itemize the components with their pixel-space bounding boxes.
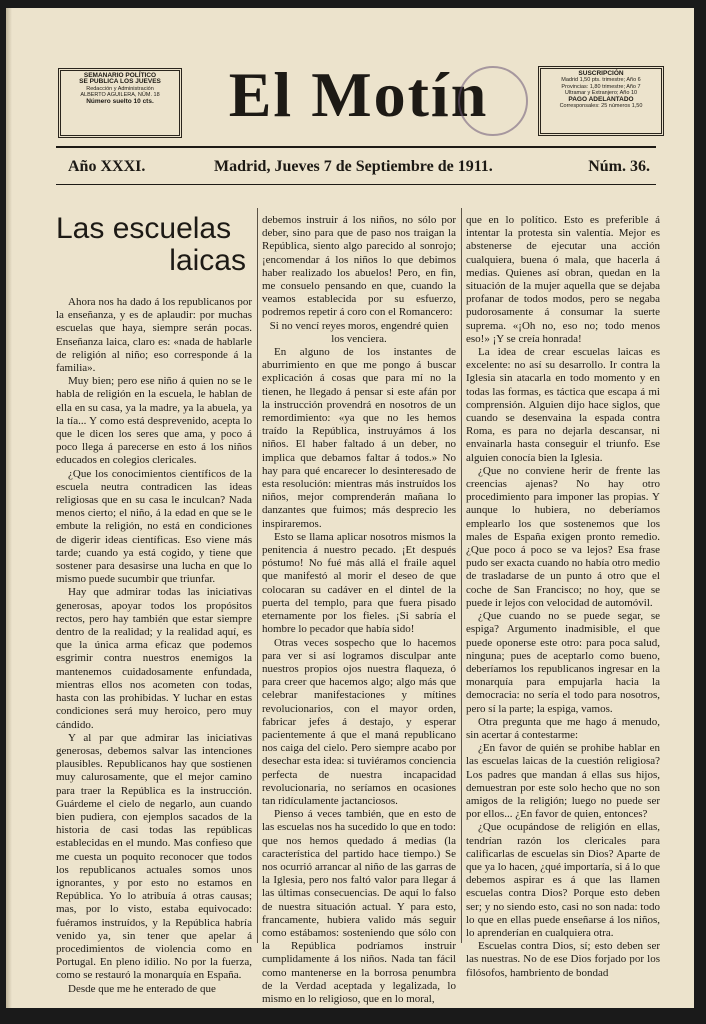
paragraph: Muy bien; pero ese niño á quien no se le habla de religión en la escuela, le hablan de ella en su casa, ya la madre, ya la abuela, ya la tía... Y como está desprevenido, acepta lo que le dicen los seres que ama, y poco á poco llega á parecerse en esto á los niños educados en colegios clericales. bbox=[56, 375, 252, 467]
column-divider bbox=[461, 208, 462, 943]
paragraph: debemos instruir á los niños, no sólo por deber, sino para que de paso nos traigan la República, siento algo parecido al sonrojo; ¡encomendar á los niños lo que debimos haber realizado los abuelos! Pero, en fin, me consuelo pensando en que, cuando la veamos establecida por su esfuerzo, podremos repetir á coro con el Romancero: bbox=[262, 214, 456, 319]
paragraph: ¿En favor de quién se prohibe hablar en las escuelas laicas de la cuestión religiosa? Los padres que mandan á ellas sus hijos, demuestran por este solo hecho que no son amigos de la religión; luego no puede ser por ellos... ¿En favor de quien, entonces? bbox=[466, 742, 660, 821]
place-date: Madrid, Jueves 7 de Septiembre de 1911. bbox=[214, 158, 493, 175]
text-column-3 bbox=[466, 214, 660, 980]
subscription-box bbox=[538, 66, 664, 136]
box-line: ALBERTO AGUILERA, NÚM. 18 bbox=[80, 92, 160, 99]
paragraph: La idea de crear escuelas laicas es excelente: no así su desarrollo. Ir contra la Iglesia sin atacarla en todo momento y en todas las formas, es táctica que escapa á mi comprensión. Alguien dijo hace siglos, que cuando se desenvaina la espada contra Roma, es para no dejarla descansar, ni envainarla hasta conseguir el triunfo. Ese alguien conocía bien la Iglesia. bbox=[466, 346, 660, 464]
publication-info-box bbox=[58, 68, 182, 138]
paragraph: ¿Que los conocimientos científicos de la escuela neutra contradicen las ideas religiosas que en su casa le inculcan? Nada menos cierto; el niño, á la edad en que se le embute la religión, no está en condiciones de digerir ideas científicas. Eso viene más tarde; cuando ya está cogido, y tiene que sostener para desasirse una lucha en que lo mismo puede sucumbir que triunfar. bbox=[56, 467, 252, 586]
paragraph: Otra pregunta que me hago á menudo, sin acertar á contestarme: bbox=[466, 715, 660, 741]
paragraph: Desde que me he enterado de que bbox=[68, 982, 216, 995]
library-stamp bbox=[458, 66, 528, 136]
article-title-line: Las escuelas bbox=[56, 212, 232, 245]
paragraph: Ahora nos ha dado á los republicanos por la enseñanza, y es de aplaudir: por muchas escuelas que haya, siempre serán pocas. Enseñanza laica, claro es: «nada de hablarle de religión al niño; eso corresponde á la familia». bbox=[56, 296, 252, 375]
text-column-2 bbox=[262, 214, 456, 1006]
verse-quote: Si no vencí reyes moros, engendré quien los venciera. bbox=[269, 319, 449, 345]
box-line: Ultramar y Extranjero; Año 10 bbox=[564, 90, 638, 97]
paragraph: Y al par que admirar las iniciativas generosas, debemos salvar las intenciones plausibles. Republicanos hay que sostienen muy calurosamente, que el mejor camino para traer la República es la instrucción. Guárdeme el cielo de negarlo, aun cuando bien pudiera, con ejemplos sacados de la historia de casi todas las repúblicas establecidas en el mundo. Mas confieso que me cuesta un poquito reconocer que todos los republicanos actuales somos unos ignorantes, y por esto no estamos en República. Yo lo atribuía á otras causas; mas, por lo visto, estaba equivocado: fuéramos instruídos, y la República habría venido ya, sin tener que apelar á procedimientos de violencia como en Portugal. En pleno idilio. No por la fuerza, como se restauró la monarquía en España. bbox=[56, 731, 252, 982]
paragraph: ¿Que no conviene herir de frente las creencias ajenas? No hay otro procedimiento para imponer las propias. Y aunque lo hubiera, no deberíamos emplearlo los que sostenemos que los males de España exigen pronto remedio. ¿Que poco á poco se va lejos? Esa frase pudo ser exacta cuando no había otro medio de trasladarse de un punto á otro que el coche de San Francisco; no hoy, que se puede ir lejos con velocidad de automóvil. bbox=[466, 464, 660, 609]
header-rule-top bbox=[56, 146, 656, 148]
article-title-line: laicas bbox=[169, 244, 246, 277]
paragraph: que en lo político. Esto es preferible á intentar la protesta sin valentía. Mejor es abstenerse de ejecutar una acción cualquiera, buena ó mala, que hacerla á medias. Quienes así obran, quedan en la situación de la mujer aquella que se dejaba profanar de todos modos, pero se negaba pudorosamente á consumar la suerte suprema. «¡Oh no, eso no; todo menos eso!» ¡Y se creía honrada! bbox=[466, 214, 660, 345]
paragraph: Esto se llama aplicar nosotros mismos la penitencia á nuestro pecado. ¡Et después póstumo! No fué más allá el fraile aquel que manifestó al morir el deseo de que colocaran su cadáver en el dintel de la puerta del templo, para que fuera pisado eternamente por los fieles. ¡Si sabría el hombre lo pecador que había sido! bbox=[262, 530, 456, 636]
box-line: PAGO ADELANTADO bbox=[568, 95, 634, 103]
paragraph: Escuelas contra Dios, sí; esto deben ser las nuestras. No de ese Dios forjado por los filósofos, hambriento de bondad bbox=[466, 940, 660, 979]
paragraph: Hay que admirar todas las iniciativas generosas, apoyar todos los propósitos rectos, pero hay también que estar siempre dentro de la realidad; y la realidad aquí, es que la única arma eficaz que podemos esgrimir contra nuestros enemigos la mantenemos cuidadosamente enfundada, mientras ellos nos acometen con todas, hasta con las prohibidas. Y luchar en estas condiciones será muy heroico, pero muy cándido. bbox=[56, 586, 252, 731]
box-line: Provincias: 1,80 trimestre; Año 7 bbox=[561, 83, 641, 90]
paragraph: Otras veces sospecho que lo hacemos para ver si así logramos disculpar ante nuestros propios ojos nuestra flaqueza, ó para creer que hacemos algo; algo más que celebrar manifestaciones y mítines revolucionarios, con el mayor orden, fabricar jefes á destajo, y esperar pacientemente á que el maná republicano nos caiga del cielo. Pero siempre acabo por desechar esta idea: si tuviéramos conciencia perfecta de nuestra incapacidad revolucionaria, no seríamos en ocasiones tan ridículamente jactanciosos. bbox=[262, 636, 456, 807]
paragraph: Pienso á veces también, que en esto de las escuelas nos ha sucedido lo que en todo: que nos hemos quedado á medias (la característica del partido hace tiempo.) Se nos ocurrió arrancar al niño de las garras de la Iglesia, pero nos faltó valor para llegar á las últimas consecuencias. De aquí lo falso de nuestra situación actual. Y para esto, francamente, hubiera valido más seguir como estábamos: sosteniendo que sólo con la República podríamos instruir cumplidamente á los niños. Nada tan fácil como mantenerse en la borrosa penumbra de la Verdad aceptada y legalizada, lo mismo en lo religioso, que en lo moral, bbox=[262, 808, 456, 1005]
box-line: SEMANARIO POLÍTICO bbox=[83, 72, 157, 79]
year-label: Año XXXI. bbox=[68, 158, 146, 175]
binding-shadow bbox=[6, 8, 12, 1008]
issue-number: Núm. 36. bbox=[588, 158, 650, 175]
box-line: SE PUBLICA LOS JUEVES bbox=[79, 78, 161, 86]
header-rule-bottom bbox=[56, 184, 656, 185]
paragraph: En alguno de los instantes de aburrimiento en que me pongo á buscar explicación á cosas que para mí no la tienen, he llegado á pensar si este afán por la instrucción provendrá en nosotros de un remordimiento: «ya que no les hemos traído la República, instruyámos á los niños. El haber faltado á un deber, no implica que debamos faltar á todos.» No hay para qué encarecer lo desinteresado de esta resolución: mientras más instruídos los niños, mejor comprenderán mañana lo danzantes que fuimos; más desprecio les inspiraremos. bbox=[262, 346, 456, 530]
box-line: Corresponsales: 25 números 1,50 bbox=[559, 103, 643, 110]
masthead-title: El Motín bbox=[228, 59, 489, 130]
newspaper-page bbox=[6, 8, 694, 1008]
box-line: Redacción y Administración bbox=[86, 85, 154, 92]
text-column-1 bbox=[56, 296, 252, 996]
paragraph: ¿Que cuando no se puede segar, se espiga? Argumento inadmisible, el que puede oponerse este otro: para poca salud, ninguna; pues de aceptarlo como bueno, deberíamos los republicanos ingresar en la monarquía para empujarla hacia la democracia: no sería el todo para nosotros, pero sí la parte; la espiga, vamos. bbox=[466, 610, 660, 715]
box-line: Número suelto 10 cts. bbox=[86, 97, 154, 105]
box-line: SUSCRIPCIÓN bbox=[578, 70, 624, 77]
paragraph: ¿Que ocupándose de religión en ellas, tendrían razón los clericales para calificarlas de escuelas sin Dios? Aparte de que ya lo hacen, ¿qué importaría, si á lo que debemos aspirar es á que las llamen escuelas contra Dios? Porque esto deben ser; y no siendo esto, casi no son nada: todo lo que en ellas puede enseñarse á los niños, lo aprenderían en cualquiera otra. bbox=[466, 821, 660, 939]
article-title bbox=[56, 213, 246, 277]
column-divider bbox=[257, 208, 258, 943]
box-line: Madrid 1,50 pts. trimestre; Año 6 bbox=[561, 77, 641, 84]
